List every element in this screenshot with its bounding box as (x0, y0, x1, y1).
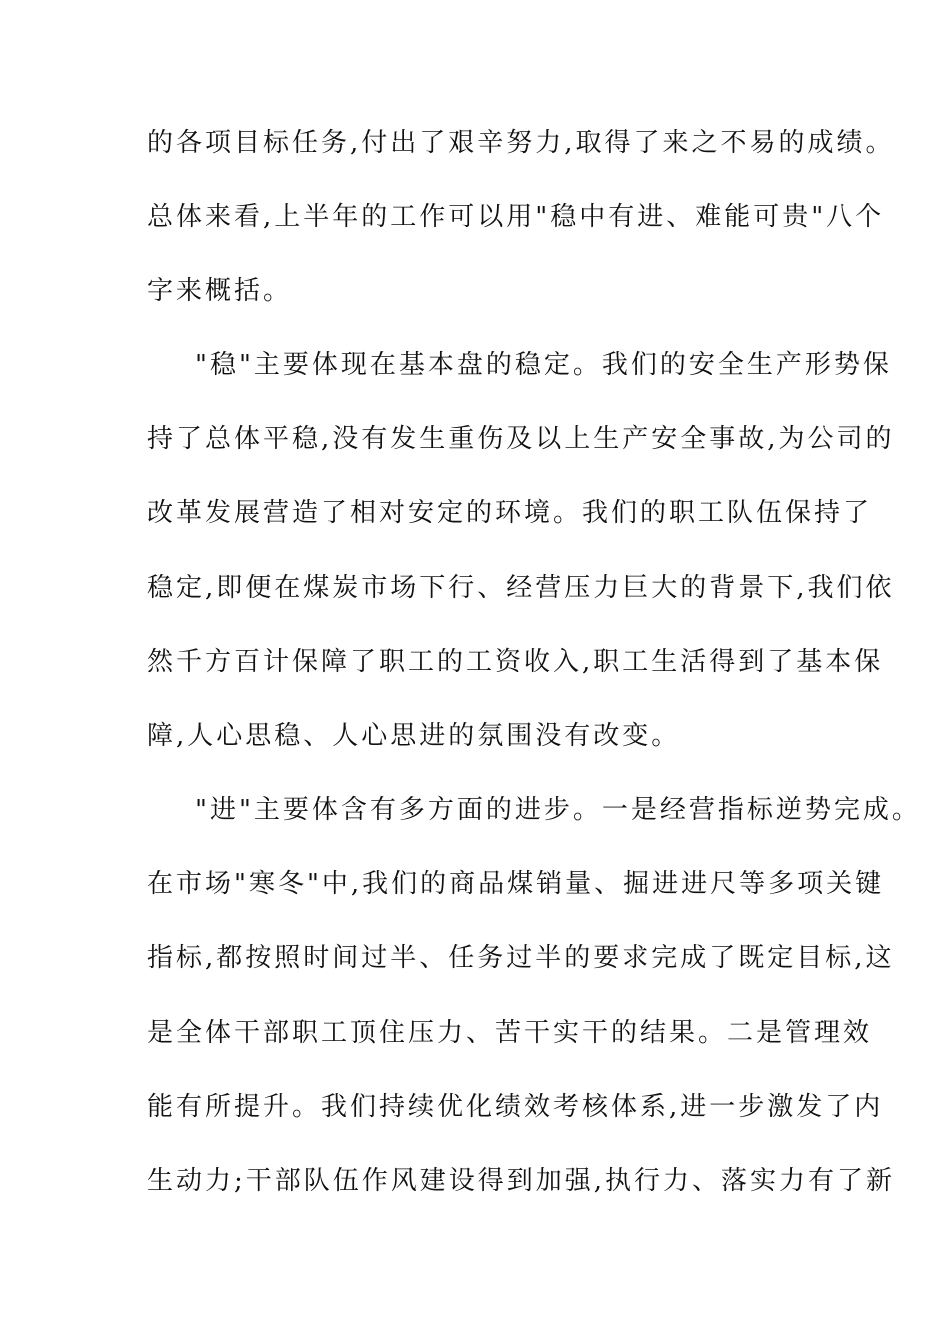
text-line: 然千方百计保障了职工的工资收入,职工生活得到了基本保 (147, 647, 884, 677)
text-line: 字来概括。 (147, 276, 293, 306)
text-line: 改革发展营造了相对安定的环境。我们的职工队伍保持了 (147, 498, 873, 528)
text-line: 的各项目标任务,付出了艰辛努力,取得了来之不易的成绩。 (147, 128, 895, 158)
text-line: 总体来看,上半年的工作可以用"稳中有进、难能可贵"八个 (147, 202, 885, 232)
text-line: 在市场"寒冬"中,我们的商品煤销量、掘进进尺等多项关键 (147, 869, 885, 899)
text-line: 生动力;干部队伍作风建设得到加强,执行力、落实力有了新 (147, 1166, 896, 1196)
text-line: 指标,都按照时间过半、任务过半的要求完成了既定目标,这 (147, 943, 895, 973)
text-line: 能有所提升。我们持续优化绩效考核体系,进一步激发了内 (147, 1092, 884, 1122)
paragraph-first-line: "稳"主要体现在基本盘的稳定。我们的安全生产形势保 (195, 350, 892, 380)
text-line: 是全体干部职工顶住压力、苦干实干的结果。二是管理效 (147, 1018, 873, 1048)
text-line: 障,人心思稳、人心思进的氛围没有改变。 (147, 721, 681, 751)
paragraph-first-line: "进"主要体含有多方面的进步。一是经营指标逆势完成。 (195, 795, 921, 825)
text-line: 持了总体平稳,没有发生重伤及以上生产安全事故,为公司的 (147, 424, 895, 454)
text-line: 稳定,即便在煤炭市场下行、经营压力巨大的背景下,我们依 (147, 573, 895, 603)
